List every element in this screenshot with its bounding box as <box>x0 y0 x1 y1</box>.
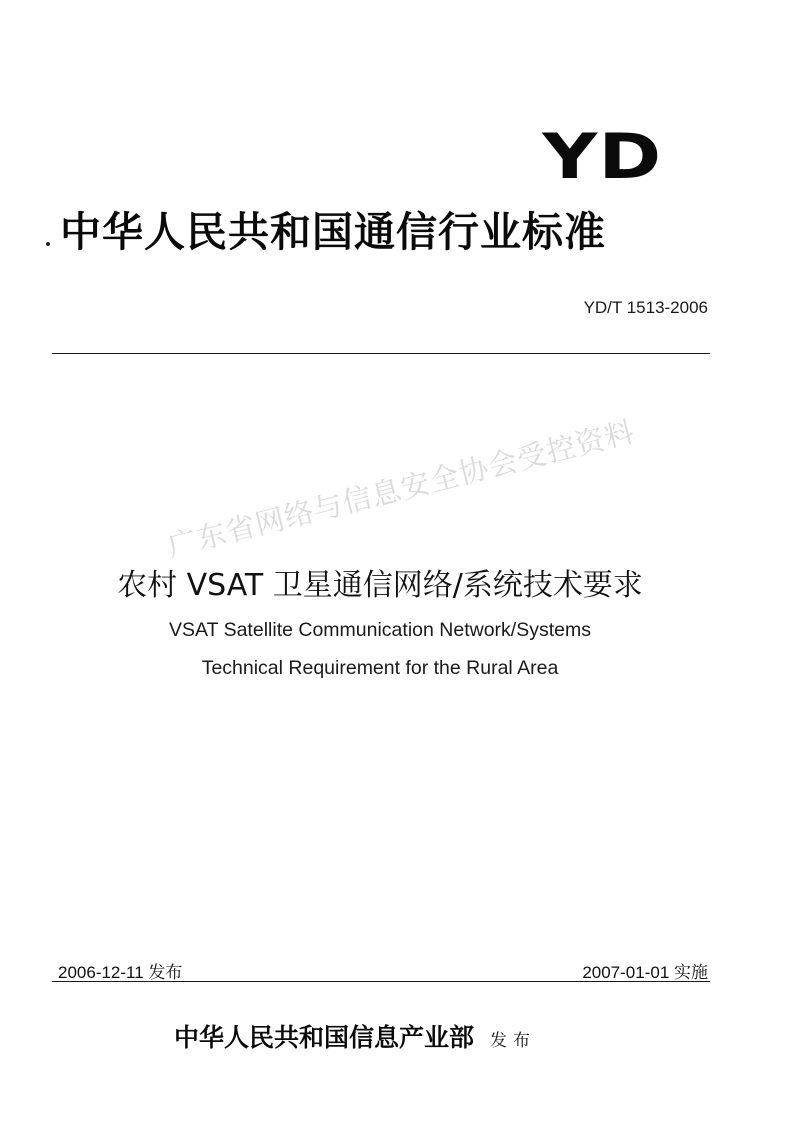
document-title-chinese: 农村 VSAT 卫星通信网络/系统技术要求 <box>117 568 643 603</box>
top-divider <box>52 353 710 354</box>
publisher-verb: 发布 <box>490 1031 537 1051</box>
standard-title: 中华人民共和国通信行业标准 <box>60 208 606 256</box>
bottom-divider <box>52 981 710 982</box>
watermark: 广东省网络与信息安全协会受控资料 <box>164 414 639 564</box>
standard-number: YD/T 1513-2006 <box>583 298 708 317</box>
publisher <box>174 1018 536 1054</box>
issue-date: 2006-12-11 发布 <box>58 963 183 982</box>
decorative-dot <box>46 242 50 246</box>
document-title-english-line1: VSAT Satellite Communication Network/Systems <box>169 619 591 641</box>
document-title-english-line2: Technical Requirement for the Rural Area <box>201 657 559 679</box>
implementation-date: 2007-01-01 实施 <box>582 963 708 982</box>
publisher-name: 中华人民共和国信息产业部 <box>174 1023 475 1052</box>
yd-logo: YD <box>541 120 662 193</box>
